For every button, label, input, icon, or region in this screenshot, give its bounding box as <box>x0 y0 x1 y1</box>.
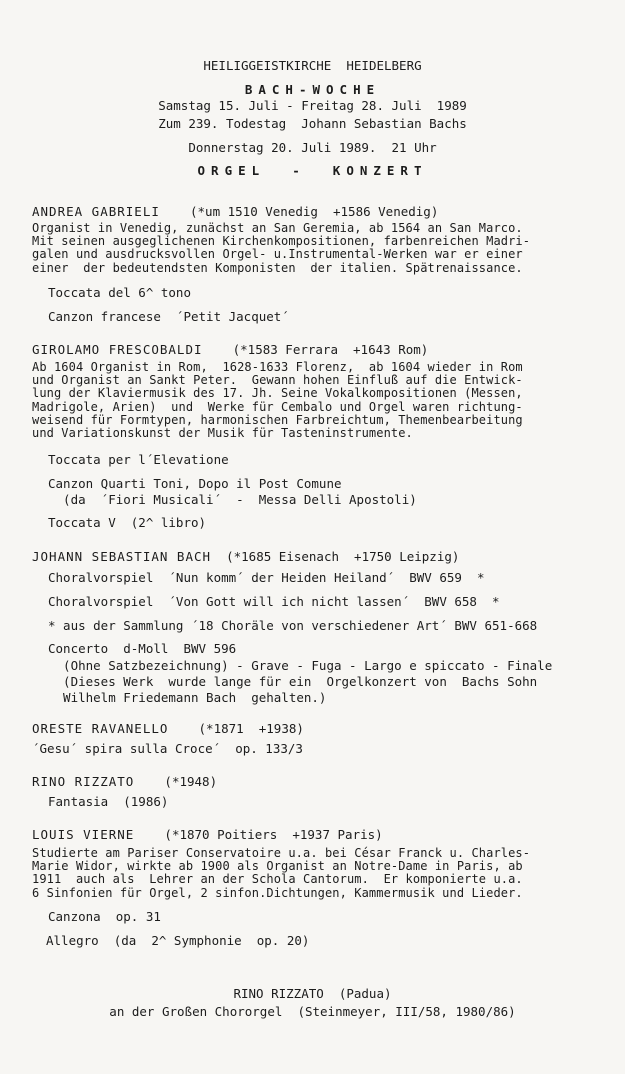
composer-heading <box>32 774 217 789</box>
composer-name: GIROLAMO FRESCOBALDI <box>32 342 203 357</box>
composer-heading <box>32 549 459 564</box>
venue-heading: HEILIGGEISTKIRCHE HEIDELBERG <box>203 58 422 73</box>
concert-date: Donnerstag 20. Juli 1989. 21 Uhr <box>188 140 437 155</box>
composer-name: JOHANN SEBASTIAN BACH <box>32 549 212 564</box>
bio-line: weisend für Formtypen, harmonischen Farbreichtum, Themenbearbeitung <box>32 412 523 427</box>
composer-dates: (*um 1510 Venedig +1586 Venedig) <box>190 204 439 219</box>
event-title: BACH-WOCHE <box>244 82 381 97</box>
composer-name: RINO RIZZATO <box>32 774 135 789</box>
composer-name: ORESTE RAVANELLO <box>32 721 169 736</box>
composer-name: LOUIS VIERNE <box>32 827 135 842</box>
work-title: Choralvorspiel ´Nun komm´ der Heiden Heiland´ BWV 659 * <box>48 570 485 585</box>
work-title: Toccata per l´Elevatione <box>48 452 229 467</box>
composer-dates: (*1583 Ferrara +1643 Rom) <box>232 342 429 357</box>
bio-line: Ab 1604 Organist in Rom, 1628-1633 Florenz, ab 1604 wieder in Rom <box>32 360 523 374</box>
work-note: Wilhelm Friedemann Bach gehalten.) <box>48 690 327 705</box>
work-title: Fantasia (1986) <box>48 794 169 809</box>
composer-dates: (*1948) <box>164 774 218 789</box>
composer-dates: (*1685 Eisenach +1750 Leipzig) <box>226 549 460 564</box>
composer-bio <box>32 222 592 275</box>
composer-bio <box>32 361 592 440</box>
composer-heading <box>32 827 383 842</box>
work-title: Concerto d-Moll BWV 596 <box>48 641 237 656</box>
work-title: Canzon francese ´Petit Jacquet´ <box>48 309 289 324</box>
bio-line: Marie Widor, wirkte ab 1900 als Organist an Notre-Dame in Paris, ab <box>32 859 523 874</box>
concert-title: ORGEL - KONZERT <box>197 163 428 178</box>
festival-dates: Samstag 15. Juli - Freitag 28. Juli 1989 <box>158 98 467 113</box>
bio-line: 1911 auch als Lehrer an der Schola Cantorum. Er komponierte u.a. <box>32 872 523 887</box>
composer-dates: (*1871 +1938) <box>198 721 304 736</box>
bio-line: und Variationskunst der Musik für Tasteninstrumente. <box>32 426 413 441</box>
bio-line: Studierte am Pariser Conservatoire u.a. bei César Franck u. Charles- <box>32 846 531 860</box>
bio-line: lung der Klaviermusik des 17. Jh. Seine Vokalkompositionen (Messen, <box>32 386 523 401</box>
bio-line: Mit seinen ausgeglichenen Kirchenkompositionen, farbenreichen Madri- <box>32 234 531 249</box>
bio-line: einer der bedeutendsten Komponisten der italien. Spätrenaissance. <box>32 260 523 275</box>
composer-heading <box>32 204 438 219</box>
composer-heading <box>32 721 304 736</box>
performer-name: RINO RIZZATO (Padua) <box>233 986 392 1001</box>
work-title: Toccata V (2^ libro) <box>48 515 207 530</box>
work-note: (Dieses Werk wurde lange für ein Orgelkonzert von Bachs Sohn <box>48 674 538 689</box>
composer-name: ANDREA GABRIELI <box>32 204 160 219</box>
work-subtitle: (da ´Fiori Musicali´ - Messa Delli Apostoli) <box>48 492 417 507</box>
work-title: Canzona op. 31 <box>48 909 161 924</box>
work-footnote: * aus der Sammlung ´18 Choräle von verschiedener Art´ BWV 651-668 <box>48 618 538 633</box>
work-title: Canzon Quarti Toni, Dopo il Post Comune <box>48 476 342 491</box>
work-title: Toccata del 6^ tono <box>48 285 191 300</box>
bio-line: galen und ausdrucksvollen Orgel- u.Instrumental-Werken war er einer <box>32 247 523 262</box>
composer-dates: (*1870 Poitiers +1937 Paris) <box>164 827 383 842</box>
bio-line: und Organist an Sankt Peter. Gewann hohen Einfluß auf die Entwick- <box>32 373 523 388</box>
instrument-note: an der Großen Chororgel (Steinmeyer, III/58, 1980/86) <box>109 1004 516 1019</box>
work-title: Choralvorspiel ´Von Gott will ich nicht lassen´ BWV 658 * <box>48 594 500 609</box>
bio-line: Madrigole, Arien) und Werke für Cembalo und Orgel waren richtung- <box>32 399 523 414</box>
composer-bio <box>32 847 592 900</box>
composer-heading <box>32 342 428 357</box>
work-movements: (Ohne Satzbezeichnung) - Grave - Fuga - Largo e spiccato - Finale <box>48 658 553 673</box>
work-title: Allegro (da 2^ Symphonie op. 20) <box>46 933 310 948</box>
bio-line: 6 Sinfonien für Orgel, 2 sinfon.Dichtungen, Kammermusik und Lieder. <box>32 885 523 900</box>
work-title: ´Gesu´ spira sulla Croce´ op. 133/3 <box>32 741 303 756</box>
bio-line: Organist in Venedig, zunächst an San Geremia, ab 1564 an San Marco. <box>32 221 523 235</box>
occasion-line: Zum 239. Todestag Johann Sebastian Bachs <box>158 116 467 131</box>
